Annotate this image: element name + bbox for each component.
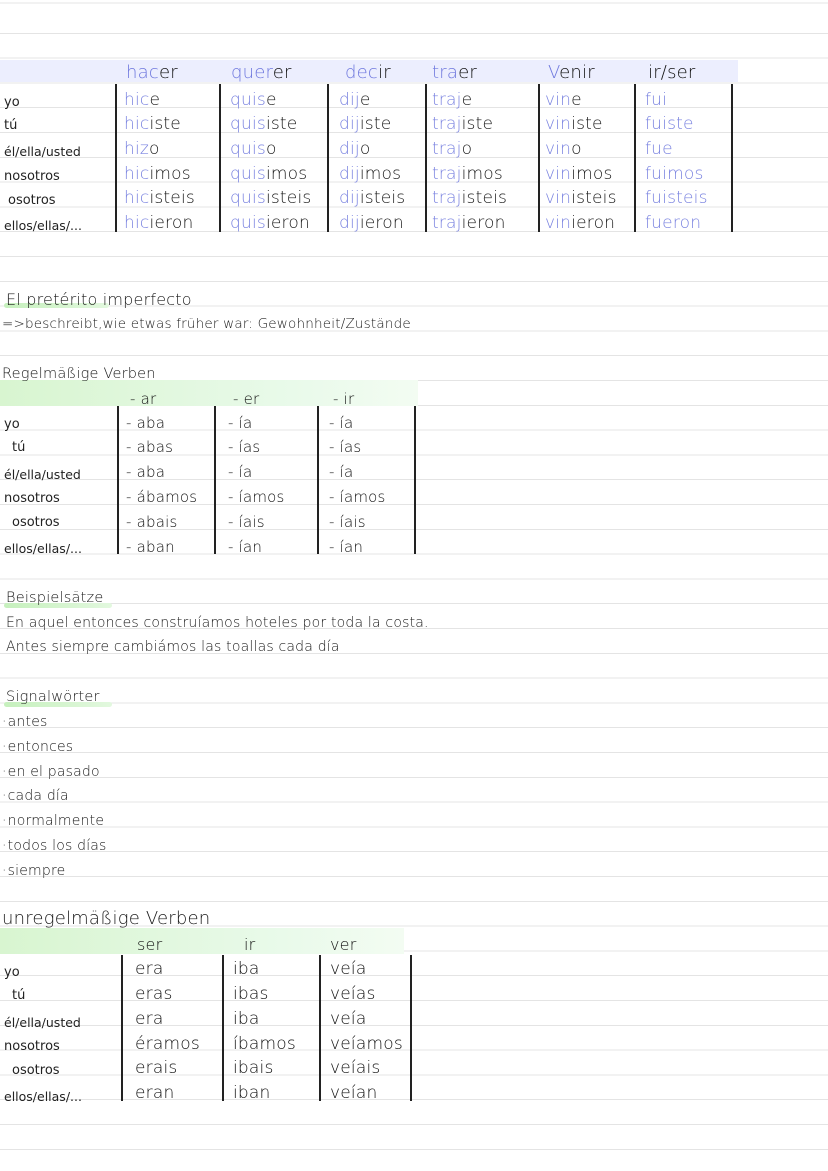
conjugation-cell: [124, 139, 160, 159]
regular-header-ar: - ar: [130, 390, 157, 408]
verb-stem: quis: [230, 114, 266, 134]
verb-stem: hic: [124, 213, 150, 233]
regular-header-band: [0, 380, 418, 406]
person-label: él/ella/usted: [4, 144, 81, 159]
person-label: yo: [4, 95, 20, 110]
table-divider: [414, 406, 416, 554]
verb-ending: o: [265, 139, 277, 159]
table-divider: [222, 955, 224, 1101]
verb-stem: hiz: [124, 139, 150, 159]
verb-ending: o: [461, 139, 473, 159]
conjugation-cell: era: [135, 959, 164, 979]
person-label: tú: [12, 440, 26, 455]
signal-word: · siempre: [2, 863, 65, 879]
person-label: él/ella/usted: [4, 467, 81, 482]
verb-stem: quis: [230, 188, 266, 208]
conjugation-cell: [432, 114, 493, 134]
section-title-examples: Beispielsätze: [6, 590, 104, 606]
verb-ending: iste: [149, 114, 181, 134]
conjugation-cell: [230, 164, 307, 184]
table-divider: [115, 84, 117, 232]
header-ir-ser: ir/ser: [648, 62, 696, 83]
conjugation-cell: [545, 139, 582, 159]
conjugation-cell: [545, 164, 613, 184]
ending-cell: - ías: [329, 438, 362, 456]
table-divider: [425, 84, 427, 232]
verb-stem: fuisteis: [645, 188, 708, 208]
conjugation-cell: [339, 213, 404, 233]
person-label: osotros: [8, 193, 56, 208]
verb-ending: isteis: [265, 188, 312, 208]
conjugation-cell: [432, 90, 472, 110]
verb-stem: dij: [339, 213, 360, 233]
verb-stem: quis: [230, 139, 266, 159]
ending-cell: - íamos: [228, 488, 285, 506]
person-label: tú: [12, 988, 26, 1003]
verb-stem: quis: [230, 164, 266, 184]
table-divider: [634, 84, 636, 232]
verb-ending: e: [265, 90, 277, 110]
conjugation-cell: [339, 114, 391, 134]
conjugation-cell: [124, 164, 191, 184]
person-label: nosotros: [4, 491, 60, 506]
verb-stem: vin: [545, 213, 572, 233]
verb-ending: imos: [359, 164, 402, 184]
ending-cell: - ábamos: [126, 488, 198, 506]
verb-stem: hic: [124, 188, 150, 208]
example-sentence: Antes siempre cambiámos las toallas cada día: [6, 639, 340, 655]
verb-stem: vin: [545, 90, 572, 110]
conjugation-cell: veía: [330, 1009, 367, 1029]
verb-stem: fuimos: [645, 164, 704, 184]
verb-ending: isteis: [149, 188, 195, 208]
header-traer: traer: [432, 62, 477, 83]
ending-cell: - ía: [228, 414, 253, 432]
verb-stem: quis: [230, 213, 266, 233]
verb-ending: e: [359, 90, 371, 110]
table-divider: [319, 955, 321, 1101]
conjugation-cell: [645, 90, 667, 110]
verb-stem: traj: [432, 188, 462, 208]
signal-word: · todos los días: [2, 838, 107, 854]
verb-stem: dij: [339, 90, 360, 110]
conjugation-cell: [432, 139, 472, 159]
conjugation-cell: [124, 213, 193, 233]
verb-ending: ieron: [149, 213, 194, 233]
verb-stem: vin: [545, 188, 572, 208]
irregular-header-ser: ser: [137, 935, 163, 954]
conjugation-cell: [124, 90, 160, 110]
header-venir: Venir: [548, 62, 595, 83]
ending-cell: - ía: [329, 463, 354, 481]
verb-ending: ieron: [461, 213, 506, 233]
conjugation-cell: ibas: [233, 984, 269, 1004]
conjugation-cell: veíais: [330, 1058, 381, 1078]
header-hacer: hacer: [126, 62, 178, 83]
verb-ending: isteis: [461, 188, 508, 208]
conjugation-cell: [432, 164, 503, 184]
ending-cell: - ía: [228, 463, 253, 481]
conjugation-cell: [432, 188, 507, 208]
regular-header-ir: - ir: [333, 390, 355, 408]
verb-stem: hic: [124, 164, 150, 184]
verb-ending: iste: [359, 114, 392, 134]
verb-ending: imos: [149, 164, 191, 184]
signal-word: · entonces: [2, 739, 73, 755]
verb-stem: fuiste: [645, 114, 694, 134]
ending-cell: - aba: [126, 463, 166, 481]
ending-cell: - abais: [126, 513, 178, 531]
conjugation-cell: [230, 188, 311, 208]
verb-stem: hic: [124, 114, 150, 134]
table-divider: [410, 955, 412, 1101]
table-divider: [538, 84, 540, 232]
verb-stem: vin: [545, 164, 572, 184]
conjugation-cell: éramos: [135, 1034, 200, 1054]
verb-ending: ieron: [359, 213, 404, 233]
conjugation-cell: [545, 188, 617, 208]
person-label: osotros: [12, 515, 60, 530]
verb-ending: isteis: [571, 188, 617, 208]
ending-cell: - aba: [126, 414, 166, 432]
section-title-imperfecto: El pretérito imperfecto: [6, 290, 192, 309]
conjugation-cell: eran: [135, 1083, 175, 1103]
table-divider: [219, 84, 221, 232]
verb-ending: e: [149, 90, 161, 110]
conjugation-cell: [124, 188, 195, 208]
header-querer: querer: [231, 62, 292, 83]
verb-ending: imos: [571, 164, 613, 184]
conjugation-cell: iban: [233, 1083, 271, 1103]
signal-word: · cada día: [2, 788, 69, 804]
verb-stem: traj: [432, 164, 462, 184]
verb-stem: fueron: [645, 213, 702, 233]
conjugation-cell: [645, 114, 694, 134]
verb-ending: imos: [265, 164, 308, 184]
verb-ending: ieron: [265, 213, 310, 233]
verb-stem: vin: [545, 114, 572, 134]
irregular-header-ver: ver: [330, 935, 357, 954]
verb-stem: traj: [432, 90, 462, 110]
conjugation-cell: [124, 114, 181, 134]
conjugation-cell: veías: [330, 984, 376, 1004]
verb-stem: dij: [339, 188, 360, 208]
verb-stem: traj: [432, 213, 462, 233]
conjugation-cell: veían: [330, 1083, 378, 1103]
conjugation-cell: [339, 139, 370, 159]
ending-cell: - íais: [329, 513, 366, 531]
person-label: tú: [4, 118, 18, 133]
signal-word: · en el pasado: [2, 764, 100, 780]
verb-stem: fue: [645, 139, 673, 159]
verb-ending: isteis: [359, 188, 406, 208]
conjugation-cell: [645, 188, 708, 208]
conjugation-cell: veía: [330, 959, 367, 979]
signal-word: · normalmente: [2, 813, 104, 829]
person-label: nosotros: [4, 169, 60, 184]
verb-ending: imos: [461, 164, 503, 184]
ending-cell: - íamos: [329, 488, 386, 506]
table-divider: [327, 84, 329, 232]
conjugation-cell: era: [135, 1009, 164, 1029]
verb-ending: iste: [571, 114, 603, 134]
conjugation-cell: [545, 114, 603, 134]
conjugation-cell: [230, 90, 277, 110]
table-divider: [117, 406, 119, 554]
verb-ending: o: [149, 139, 160, 159]
ending-cell: - íais: [228, 513, 265, 531]
conjugation-cell: [545, 213, 615, 233]
section-title-irregular: unregelmäßige Verben: [2, 908, 211, 929]
conjugation-cell: eras: [135, 984, 173, 1004]
person-label: él/ella/usted: [4, 1015, 81, 1030]
verb-stem: traj: [432, 139, 462, 159]
ending-cell: - ías: [228, 438, 261, 456]
verb-stem: vin: [545, 139, 572, 159]
conjugation-cell: [645, 213, 701, 233]
table-divider: [121, 955, 123, 1101]
example-sentence: En aquel entonces construíamos hoteles por toda la costa.: [6, 615, 429, 631]
ending-cell: - aban: [126, 538, 175, 556]
conjugation-cell: [432, 213, 506, 233]
section-title-regular: Regelmäßige Verben: [2, 366, 156, 382]
verb-stem: dij: [339, 114, 360, 134]
person-label: yo: [4, 417, 20, 432]
conjugation-cell: [230, 213, 310, 233]
ending-cell: - ían: [228, 538, 263, 556]
imperfecto-description: =>beschreibt,wie etwas früher war: Gewohnheit/Zustände: [2, 316, 411, 332]
irregular-header-ir: ir: [244, 935, 256, 954]
conjugation-cell: íbamos: [233, 1034, 296, 1054]
header-decir: decir: [345, 62, 391, 83]
table-divider: [317, 406, 319, 554]
verb-stem: hic: [124, 90, 150, 110]
conjugation-cell: [339, 90, 371, 110]
conjugation-cell: [230, 139, 277, 159]
ending-cell: - ía: [329, 414, 354, 432]
verb-ending: o: [359, 139, 371, 159]
verb-ending: iste: [265, 114, 298, 134]
person-label: nosotros: [4, 1039, 60, 1054]
verb-stem: dij: [339, 164, 360, 184]
conjugation-cell: [645, 139, 673, 159]
person-label: ellos/ellas/...: [4, 218, 82, 233]
verb-stem: fui: [645, 90, 668, 110]
table-divider: [731, 84, 733, 232]
verb-ending: ieron: [571, 213, 616, 233]
conjugation-cell: [339, 164, 401, 184]
ending-cell: - abas: [126, 438, 174, 456]
section-title-signal: Signalwörter: [6, 689, 100, 705]
verb-ending: o: [571, 139, 582, 159]
conjugation-cell: [645, 164, 704, 184]
verb-stem: traj: [432, 114, 462, 134]
person-label: ellos/ellas/...: [4, 1089, 82, 1104]
person-label: ellos/ellas/...: [4, 541, 82, 556]
ending-cell: - ían: [329, 538, 364, 556]
verb-stem: quis: [230, 90, 266, 110]
conjugation-cell: erais: [135, 1058, 178, 1078]
conjugation-cell: iba: [233, 959, 260, 979]
verb-ending: e: [571, 90, 582, 110]
conjugation-cell: veíamos: [330, 1034, 403, 1054]
regular-header-er: - er: [233, 390, 260, 408]
verb-stem: dij: [339, 139, 360, 159]
verb-ending: e: [461, 90, 473, 110]
table-divider: [214, 406, 216, 554]
verb-ending: iste: [461, 114, 494, 134]
signal-word: · antes: [2, 714, 48, 730]
conjugation-cell: [230, 114, 297, 134]
conjugation-cell: [545, 90, 582, 110]
person-label: osotros: [12, 1063, 60, 1078]
conjugation-cell: iba: [233, 1009, 260, 1029]
conjugation-cell: [339, 188, 405, 208]
person-label: yo: [4, 965, 20, 980]
conjugation-cell: ibais: [233, 1058, 274, 1078]
